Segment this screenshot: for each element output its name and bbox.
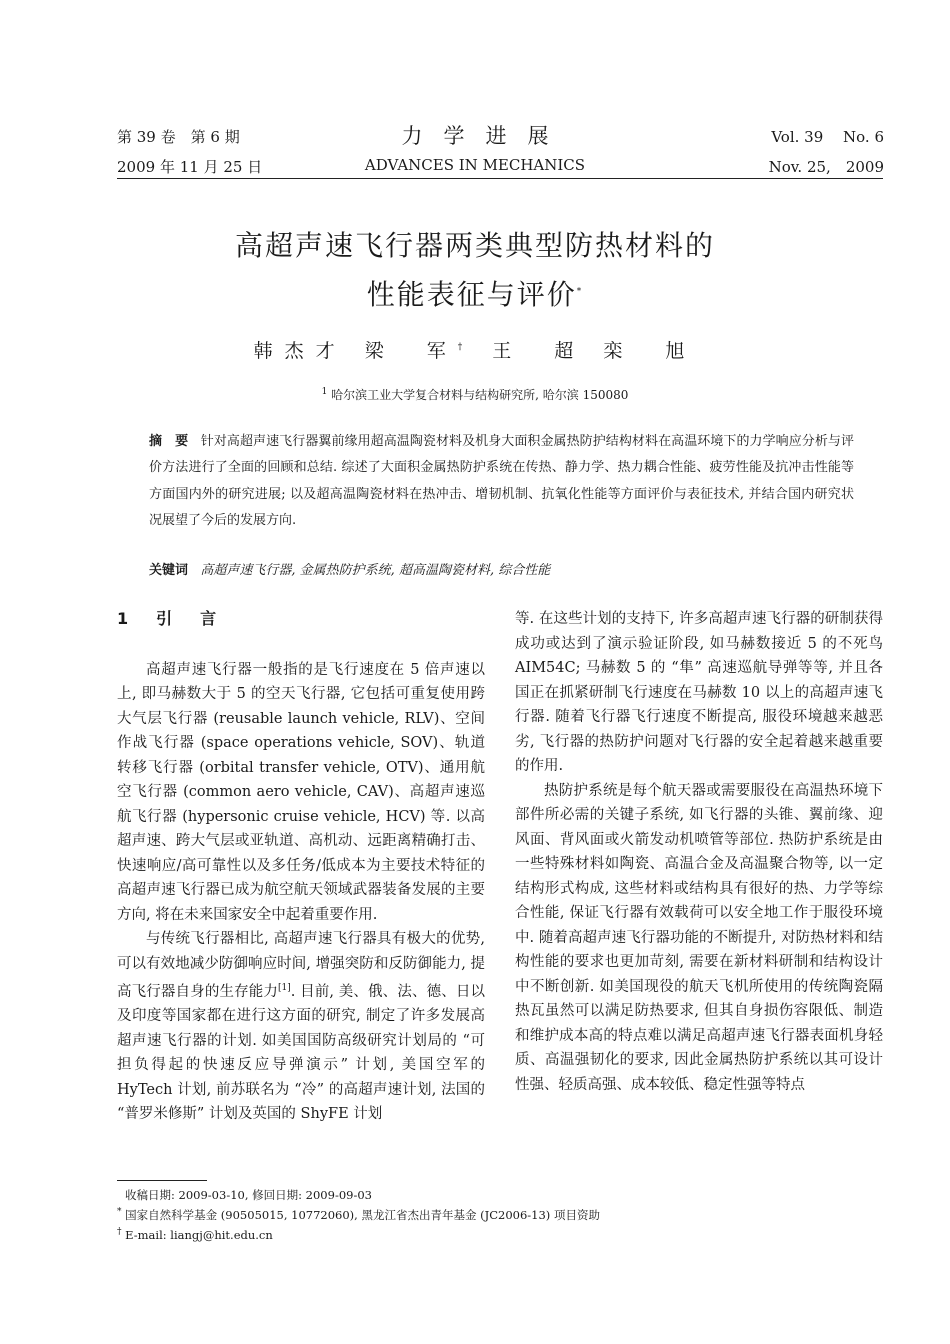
footnote-email-mark: † <box>117 1227 122 1237</box>
intro-paragraph-2 <box>117 927 485 1127</box>
title-footnote-mark: * <box>576 286 584 297</box>
section-heading: 1 引 言 <box>117 609 223 628</box>
intro-paragraph-2-part-b: . 目前, 美、俄、法、德、日以及印度等国家都在进行这方面的研究, 制定了许多发展高超声速飞行器的计划. 如美国国防高级研究计划局的 “可担负得起的快速反应导弹演示” 计划, 美国空军的 HyTech 计划, 前苏联名为 “冷” 的高超声速计划, 法国的 “普罗米修斯” 计划及英国的 ShyFE 计划 <box>117 983 486 1123</box>
paper-title-line2-text: 性能表征与评价 <box>366 278 577 311</box>
author-list <box>0 336 950 363</box>
footnote-fund-mark: * <box>117 1207 122 1218</box>
footnote-email-text: E-mail: liangj@hit.edu.cn <box>125 1227 273 1242</box>
author-1: 韩杰才 <box>253 340 347 362</box>
affiliation-mark: 1 <box>321 387 328 397</box>
header-journal-title-cn: 力 学 进 展 <box>401 124 549 148</box>
right-paragraph-2: 热防护系统是每个航天器或需要服役在高温热环境下部件所必需的关键子系统, 如飞行器的头锥、翼前缘、迎风面、背风面或火箭发动机喷管等部位. 热防护系统是由一些特殊材料如陶瓷、高温合金及高温聚合物等, 以一定结构形式构成, 这些材料或结构具有很好的热、力学等综合性能, 保证飞行器有效载荷可以安全地工作于服役环境中. 随着高超声速飞行器功能的不断提升, 对防热材料和结构性能的要求也更加苛刻, 需要在新材料研制和结构设计中不断创新. 如美国现役的航天飞机所使用的传统陶瓷隔热瓦虽然可以满足防热要求, 但其自身损伤容限低、制造和维护成本高的特点难以满足高超声速飞行器表面机身轻质、高温强韧化的要求, 因此金属热防护系统以其可设计性强、轻质高强、成本较低、稳定性强等特点 <box>515 782 883 1093</box>
footnote-fund <box>117 1207 600 1223</box>
left-column <box>117 607 485 1127</box>
keywords-label: 关键词 <box>149 563 189 578</box>
header-date-en: Nov. 25, 2009 <box>768 158 884 176</box>
footnote-fund-text: 国家自然科学基金 (90505015, 10772060), 黑龙江省杰出青年基金 (JC2006-13) 项目资助 <box>125 1208 600 1222</box>
intro-paragraph-1: 高超声速飞行器一般指的是飞行速度在 5 倍声速以上, 即马赫数大于 5 的空天飞行器, 它包括可重复使用跨大气层飞行器 (reusable launch vehicle, RLV)、空间作战飞行器 (space operations vehicle, SOV)、轨道转移飞行器 (orbital transfer vehicle, OTV)、通用航空飞行器 (common aero vehicle, CAV)、高超声速巡航飞行器 (hypersonic cruise vehicle, HCV) 等. 以高超声速、跨大气层或亚轨道、高机动、远距离精确打击、快速响应/高可靠性以及多任务/低成本为主要技术特征的高超声速飞行器已成为航空航天领域武器装备发展的主要方向, 将在未来国家安全中起着重要作用. <box>117 661 485 923</box>
author-4: 栾 旭 <box>603 340 697 362</box>
keywords-text: 高超声速飞行器, 金属热防护系统, 超高温陶瓷材料, 综合性能 <box>200 563 551 578</box>
header-rule <box>117 178 883 179</box>
footnote-rule <box>117 1180 207 1181</box>
footnote-received: 收稿日期: 2009-03-10, 修回日期: 2009-09-03 <box>125 1188 372 1202</box>
header-journal-title-en: ADVANCES IN MECHANICS <box>364 156 586 174</box>
keywords <box>149 559 854 578</box>
author-2-mark: † <box>457 342 475 353</box>
paper-title-line1: 高超声速飞行器两类典型防热材料的 <box>234 229 715 262</box>
affiliation <box>0 386 950 403</box>
author-2-name: 梁 军 <box>364 340 458 362</box>
header-date-cn: 2009 年 11 月 25 日 <box>117 158 263 176</box>
abstract-text: 针对高超声速飞行器翼前缘用超高温陶瓷材料及机身大面积金属热防护结构材料在高温环境下的力学响应分析与评价方法进行了全面的回顾和总结. 综述了大面积金属热防护系统在传热、静力学、热力耦合性能、疲劳性能及抗冲击性能等方面国内外的研究进展; 以及超高温陶瓷材料在热冲击、增韧机制、抗氧化性能等方面评价与表征技术, 并结合国内研究状况展望了今后的发展方向. <box>149 434 854 529</box>
paper-title-line2 <box>0 273 950 313</box>
author-2 <box>365 340 475 362</box>
citation-1: [1] <box>278 983 291 993</box>
right-paragraph-1: 等. 在这些计划的支持下, 许多高超声速飞行器的研制获得成功或达到了演示验证阶段, 如马赫数接近 5 的不死鸟 AIM54C; 马赫数 5 的 “隼” 高速巡航导弹等等, 并且各国正在抓紧研制飞行速度在马赫数 10 以上的高超声速飞行器. 随着飞行器飞行速度不断提高, 服役环境越来越恶劣, 飞行器的热防护问题对飞行器的安全起着越来越重要的作用. <box>515 611 883 774</box>
header-vol-no: Vol. 39 No. 6 <box>771 128 884 146</box>
abstract-label: 摘 要 <box>149 434 189 449</box>
abstract <box>149 429 854 535</box>
footnote-email <box>117 1227 273 1242</box>
author-3: 王 超 <box>492 340 586 362</box>
right-column <box>515 607 883 1097</box>
header-volume-issue: 第 39 卷 第 6 期 <box>117 128 240 146</box>
intro-paragraph-2-part-a: 与传统飞行器相比, 高超声速飞行器具有极大的优势, 可以有效地减少防御响应时间, 增强突防和反防御能力, 提高飞行器自身的生存能力 <box>117 931 485 1000</box>
affiliation-text: 哈尔滨工业大学复合材料与结构研究所, 哈尔滨 150080 <box>331 388 629 402</box>
